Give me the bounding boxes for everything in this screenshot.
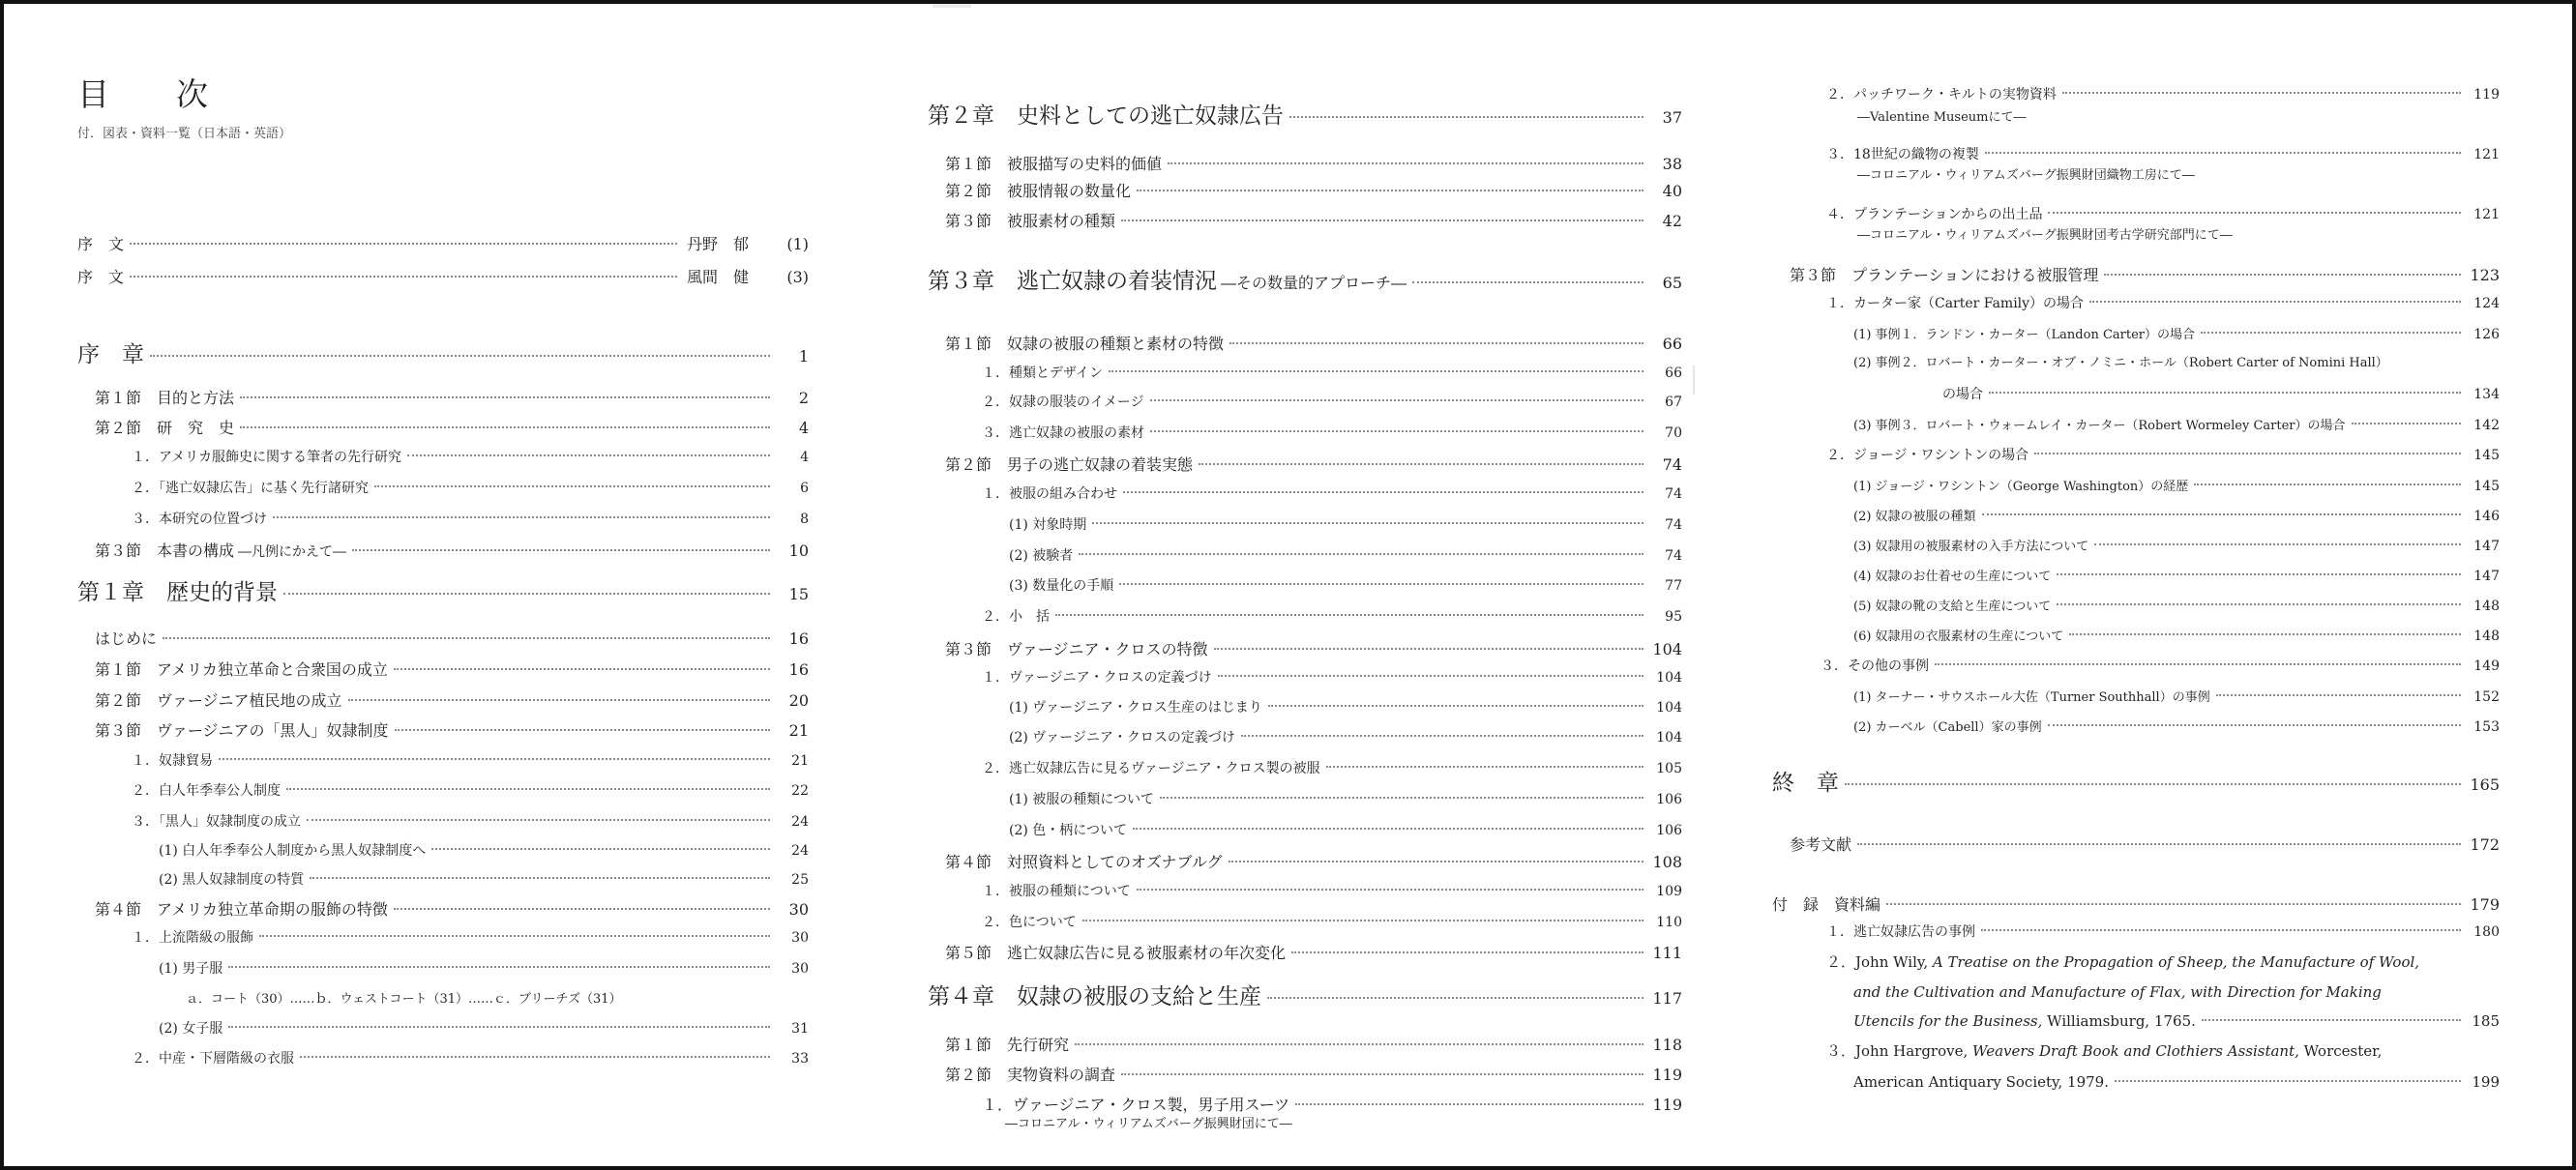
toc-location-note: ―コロニアル・ウィリアムズバーグ振興財団織物工房にて― — [1857, 168, 2195, 183]
toc-entry: (2) 女子服 31 — [159, 1021, 809, 1037]
toc-entry: Utencils for the Business, Williamsburg, 1765. 185 — [1853, 1012, 2500, 1030]
toc-entry: ２．小 括 95 — [982, 609, 1682, 625]
toc-entry: (1) 白人年季奉公人制度から黒人奴隷制度へ 24 — [159, 843, 809, 859]
toc-entry: 第３節 ヴァージニア・クロスの特徴 104 — [945, 640, 1682, 658]
toc-inline-items: ａ．コート（30）……ｂ．ウェストコート（31）……ｃ．ブリーチズ（31） — [186, 992, 622, 1007]
toc-entry: 序 文 丹野 郁 (1) — [77, 235, 809, 253]
toc-entry: １．ヴァージニア・クロス製，男子用スーツ 119 — [982, 1096, 1682, 1114]
toc-entry: ２．パッチワーク・キルトの実物資料 119 — [1826, 87, 2500, 102]
toc-entry: はじめに 16 — [95, 629, 809, 648]
toc-entry-line: (2) 事例２．ロバート・カーター・オブ・ノミニ・ホール（Robert Carter of Nomini Hall） — [1853, 356, 2388, 370]
scan-artifact — [1693, 366, 1695, 395]
toc-location-note: ―コロニアル・ウィリアムズバーグ振興財団考古学研究部門にて― — [1857, 228, 2233, 243]
toc-entry: (1) 男子服 30 — [159, 961, 809, 977]
toc-entry: 付 録 資料編 179 — [1772, 895, 2500, 914]
toc-entry: 第１節 目的と方法 2 — [95, 389, 809, 407]
toc-entry: (3) 奴隷用の被服素材の入手方法について 147 — [1853, 539, 2500, 554]
toc-location-note: ―Valentine Museumにて― — [1857, 110, 2027, 125]
page-title: 目 次 — [77, 75, 225, 113]
toc-entry: (1) ヴァージニア・クロス生産のはじまり 104 — [1009, 700, 1682, 716]
toc-entry: (4) 奴隷のお仕着せの生産について 147 — [1853, 569, 2500, 584]
toc-entry: 第３節 本書の構成 ―凡例にかえて― 10 — [95, 541, 809, 560]
toc-chapter: 終 章 165 — [1772, 771, 2500, 796]
toc-entry: ２．中産・下層階級の衣服 33 — [132, 1051, 809, 1067]
toc-entry: の場合 134 — [1942, 387, 2500, 402]
toc-entry: １．カーター家（Carter Family）の場合 124 — [1826, 296, 2500, 311]
toc-entry: １．アメリカ服飾史に関する筆者の先行研究 4 — [132, 450, 809, 465]
toc-entry: 序 文 風間 健 (3) — [77, 268, 809, 286]
toc-chapter: 第１章 歴史的背景 15 — [77, 580, 809, 605]
toc-entry: (6) 奴隷用の衣服素材の生産について 148 — [1853, 629, 2500, 644]
toc-entry: ３．「黒人」奴隷制度の成立 24 — [132, 814, 809, 830]
toc-chapter: 第３章 逃亡奴隷の着装情況 ―その数量的アプローチ― 65 — [928, 269, 1682, 294]
toc-entry: American Antiquary Society, 1979. 199 — [1853, 1073, 2500, 1091]
toc-entry: (1) 被服の種類について 106 — [1009, 792, 1682, 807]
toc-entry: (2) 黒人奴隷制度の特質 25 — [159, 872, 809, 888]
toc-entry: (2) 奴隷の被服の種類 146 — [1853, 509, 2500, 524]
toc-entry: (2) 被験者 74 — [1009, 548, 1682, 564]
toc-entry: 第２節 研 究 史 4 — [95, 419, 809, 437]
page-subtitle: 付．図表・資料一覧（日本語・英語） — [77, 127, 292, 141]
toc-entry: ４．プランテーションからの出土品 121 — [1826, 207, 2500, 222]
toc-chapter: 第４章 奴隷の被服の支給と生産 117 — [928, 984, 1682, 1009]
toc-entry: １．ヴァージニア・クロスの定義づけ 104 — [982, 670, 1682, 686]
toc-entry: １．奴隷貿易 21 — [132, 753, 809, 769]
toc-entry: 第２節 ヴァージニア植民地の成立 20 — [95, 691, 809, 710]
toc-entry: ２．ジョージ・ワシントンの場合 145 — [1826, 448, 2500, 463]
toc-entry: ３．18世紀の織物の複製 121 — [1826, 147, 2500, 162]
toc-entry: (2) 色・柄について 106 — [1009, 823, 1682, 838]
toc-entry: 第３節 プランテーションにおける被服管理 123 — [1790, 266, 2500, 284]
toc-entry: 第４節 対照資料としてのオズナブルグ 108 — [945, 853, 1682, 871]
toc-entry: 第２節 実物資料の調査 119 — [945, 1066, 1682, 1084]
toc-entry: ２．白人年季奉公人制度 22 — [132, 783, 809, 799]
toc-chapter: 序 章 1 — [77, 342, 809, 367]
toc-entry-line: ２．John Wily, A Treatise on the Propagation of Sheep, the Manufacture of Wool, — [1826, 953, 2420, 971]
toc-location-note: ―コロニアル・ウィリアムズバーグ振興財団にて― — [1005, 1117, 1292, 1131]
toc-entry: 第４節 アメリカ独立革命期の服飾の特徴 30 — [95, 900, 809, 919]
toc-entry: 第１節 被服描写の史料的価値 38 — [945, 155, 1682, 173]
toc-entry: (5) 奴隷の靴の支給と生産について 148 — [1853, 599, 2500, 614]
toc-entry: １．被服の種類について 109 — [982, 884, 1682, 899]
toc-entry: ２．色について 110 — [982, 915, 1682, 930]
toc-entry: 参考文献 172 — [1790, 835, 2500, 854]
toc-entry: 第５節 逃亡奴隷広告に見る被服素材の年次変化 111 — [945, 944, 1682, 962]
toc-entry: (1) 対象時期 74 — [1009, 517, 1682, 533]
toc-entry: 第２節 被服情報の数量化 40 — [945, 182, 1682, 200]
toc-entry: １．種類とデザイン 66 — [982, 366, 1682, 381]
scan-artifact — [933, 4, 971, 8]
toc-entry: 第３節 ヴァージニアの「黒人」奴隷制度 21 — [95, 721, 809, 740]
toc-entry: (3) 事例３．ロバート・ウォームレイ・カーター（Robert Wormeley Carter）の場合 142 — [1853, 418, 2500, 433]
toc-entry: ２．「逃亡奴隷広告」に基く先行諸研究 6 — [132, 481, 809, 496]
toc-entry: 第２節 男子の逃亡奴隷の着装実態 74 — [945, 455, 1682, 474]
toc-entry: (1) ターナー・サウスホール大佐（Turner Southhall）の事例 152 — [1853, 689, 2500, 705]
toc-entry: ２．逃亡奴隷広告に見るヴァージニア・クロス製の被服 105 — [982, 761, 1682, 776]
toc-entry: (1) 事例１．ランドン・カーター（Landon Carter）の場合 126 — [1853, 327, 2500, 342]
toc-entry: １．被服の組み合わせ 74 — [982, 486, 1682, 502]
toc-entry: (2) カーベル（Cabell）家の事例 153 — [1853, 719, 2500, 735]
toc-entry: ３．逃亡奴隷の被服の素材 70 — [982, 425, 1682, 441]
toc-entry: (2) ヴァージニア・クロスの定義づけ 104 — [1009, 730, 1682, 746]
toc-entry: (3) 数量化の手順 77 — [1009, 578, 1682, 594]
toc-entry: 第１節 奴隷の被服の種類と素材の特徴 66 — [945, 335, 1682, 353]
toc-chapter: 第２章 史料としての逃亡奴隷広告 37 — [928, 103, 1682, 129]
toc-entry: ３．本研究の位置づけ 8 — [132, 512, 809, 527]
toc-entry: ２．奴隷の服装のイメージ 67 — [982, 395, 1682, 410]
toc-entry: 第１節 アメリカ独立革命と合衆国の成立 16 — [95, 660, 809, 679]
toc-entry: １．逃亡奴隷広告の事例 180 — [1826, 924, 2500, 940]
toc-entry-line: ３．John Hargrove, Weavers Draft Book and Clothiers Assistant, Worcester, — [1826, 1042, 2383, 1060]
toc-entry: ３．その他の事例 149 — [1821, 658, 2500, 674]
toc-entry: １．上流階級の服飾 30 — [132, 930, 809, 946]
toc-entry-line: and the Cultivation and Manufacture of Flax, with Direction for Making — [1853, 983, 2382, 1001]
toc-entry: 第１節 先行研究 118 — [945, 1036, 1682, 1054]
toc-entry: 第３節 被服素材の種類 42 — [945, 212, 1682, 230]
toc-entry: (1) ジョージ・ワシントン（George Washington）の経歴 145 — [1853, 479, 2500, 494]
